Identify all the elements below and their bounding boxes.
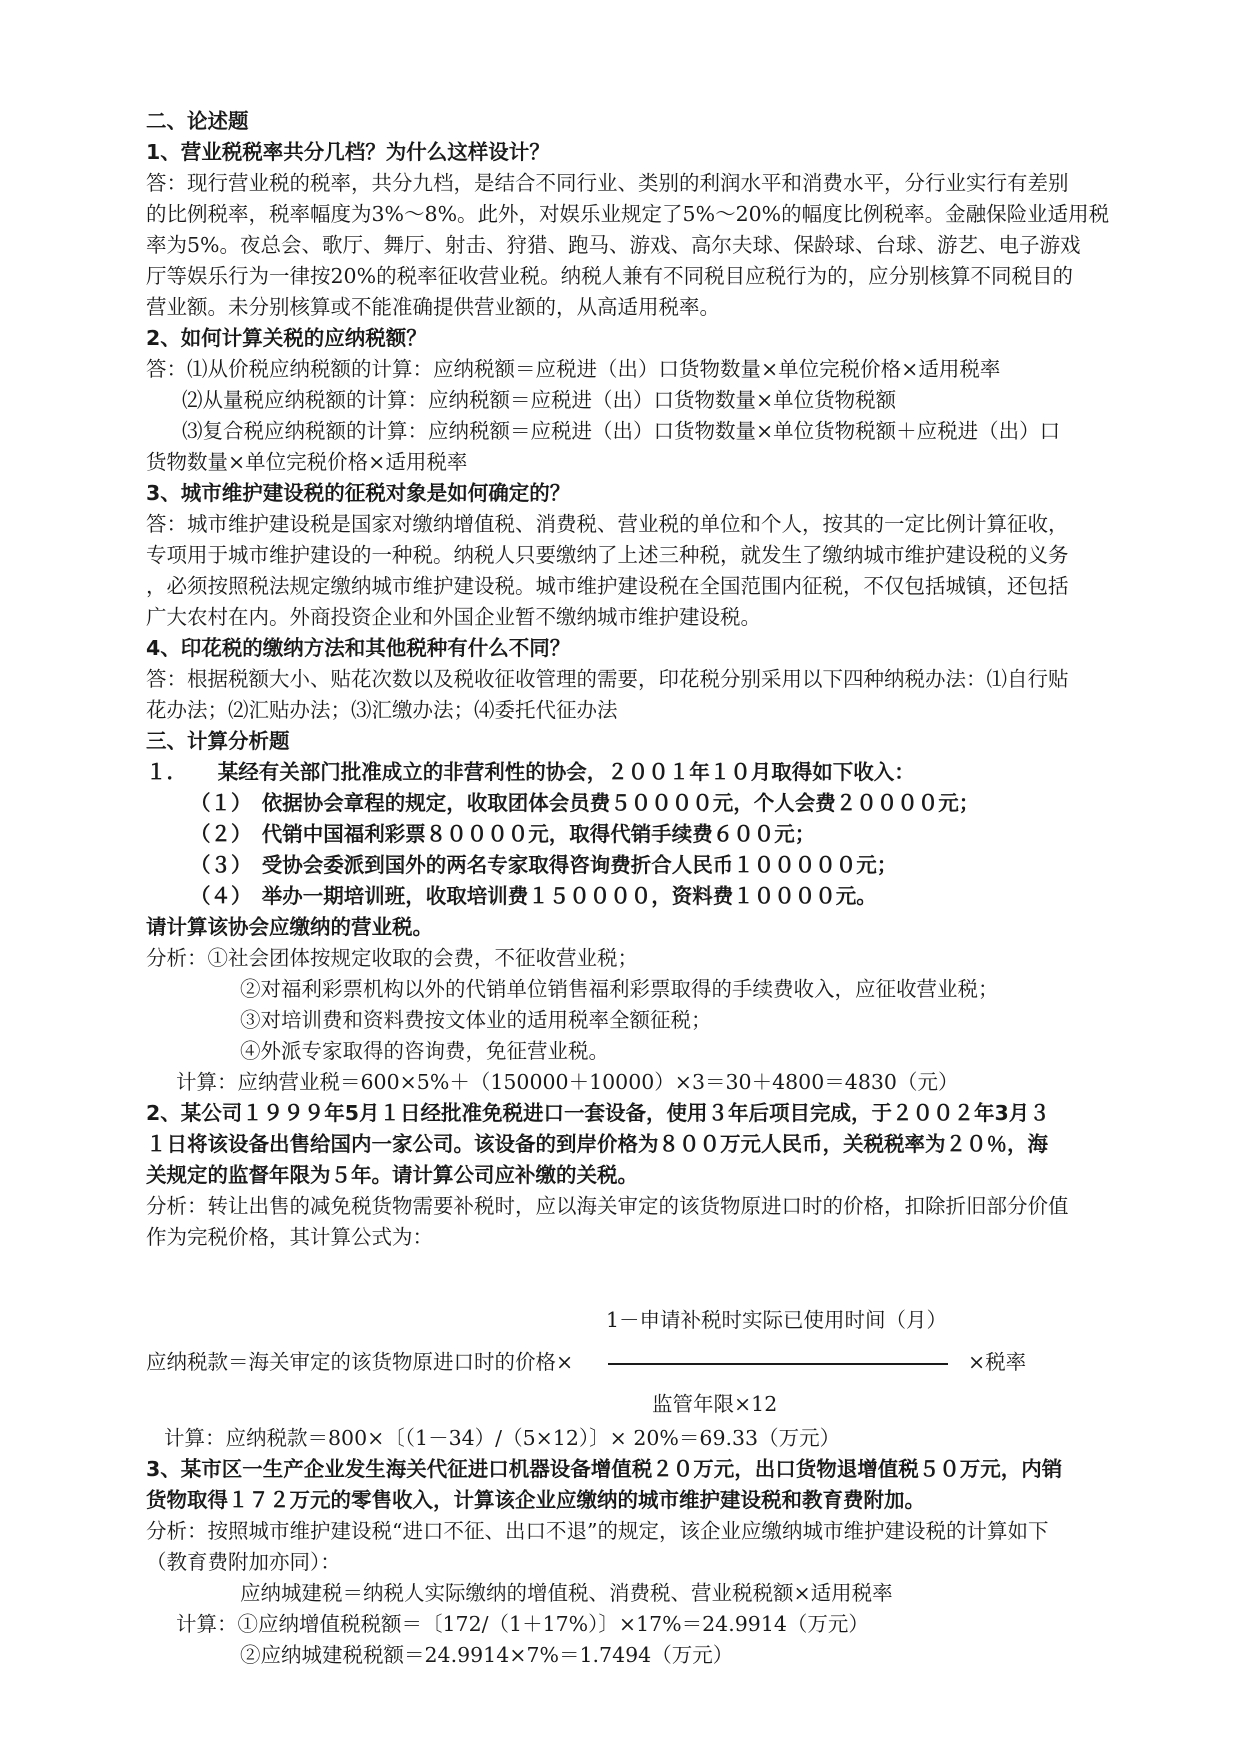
formula-numerator: 1－申请补税时实际已使用时间（月） [606, 1308, 948, 1332]
question-2-answer-line: ⑶复合税应纳税额的计算：应纳税额＝应税进（出）口货物数量×单位货物税额＋应税进（出）口 [182, 419, 1061, 443]
question-2-answer-line: ⑵从量税应纳税额的计算：应纳税额＝应税进（出）口货物数量×单位货物税额 [182, 388, 897, 412]
problem-2-title-line: １日将该设备出售给国内一家公司。该设备的到岸价格为８００万元人民币，关税税率为２０％，海 [146, 1132, 1048, 1156]
question-1-title: 1、营业税税率共分几档？为什么这样设计？ [146, 140, 550, 164]
question-1-answer-line: 营业额。未分别核算或不能准确提供营业额的，从高适用税率。 [146, 295, 720, 319]
question-4-answer-line: 答：根据税额大小、贴花次数以及税收征收管理的需要，印花税分别采用以下四种纳税办法：⑴自行贴 [146, 667, 1069, 691]
question-1-answer-line: 的比例税率，税率幅度为3%～8%。此外，对娱乐业规定了5%～20%的幅度比例税率。金融保险业适用税 [146, 202, 1110, 226]
question-1-answer-line: 答：现行营业税的税率，共分九档，是结合不同行业、类别的利润水平和消费水平，分行业实行有差别 [146, 171, 1069, 195]
problem-1-analysis-line: ③对培训费和资料费按文体业的适用税率全额征税； [240, 1008, 712, 1032]
problem-2-title-line: 2、某公司１９９９年5月１日经批准免税进口一套设备，使用３年后项目完成，于２００２年3月３ [146, 1101, 1050, 1125]
question-2-title: 2、如何计算关税的应纳税额？ [146, 326, 427, 350]
formula-denominator: 监管年限×12 [652, 1392, 778, 1416]
problem-2-analysis-line: 分析：转让出售的减免税货物需要补税时，应以海关审定的该货物原进口时的价格，扣除折旧部分价值 [146, 1194, 1069, 1218]
problem-2-title-line: 关规定的监督年限为５年。请计算公司应补缴的关税。 [146, 1163, 638, 1187]
problem-1-title: １． 某经有关部门批准成立的非营利性的协会，２００１年１０月取得如下收入： [146, 760, 915, 784]
question-1-answer-line: 率为5%。夜总会、歌厅、舞厅、射击、狩猎、跑马、游戏、高尔夫球、保龄球、台球、游艺、电子游戏 [146, 233, 1081, 257]
formula-fraction-bar [608, 1363, 948, 1365]
problem-1-item: （２） 代销中国福利彩票８００００元，取得代销手续费６００元； [190, 822, 816, 846]
question-3-answer-line: ，必须按照税法规定缴纳城市维护建设税。城市维护建设税在全国范围内征税，不仅包括城镇，还包括 [146, 574, 1069, 598]
problem-3-analysis-line: 分析：按照城市维护建设税“进口不征、出口不退”的规定，该企业应缴纳城市维护建设税的计算如下 [146, 1519, 1049, 1543]
question-3-title: 3、城市维护建设税的征税对象是如何确定的？ [146, 481, 571, 505]
question-3-answer-line: 广大农村在内。外商投资企业和外国企业暂不缴纳城市维护建设税。 [146, 605, 761, 629]
section-heading-calculation: 三、计算分析题 [146, 729, 290, 753]
question-2-answer-line: 货物数量×单位完税价格×适用税率 [146, 450, 468, 474]
problem-1-calculation: 计算：应纳营业税＝600×5%＋（150000＋10000）×3＝30＋4800＝4830（元） [176, 1070, 959, 1094]
problem-2-calculation: 计算：应纳税款＝800×〔（1－34）/（5×12）〕× 20%＝69.33（万元） [164, 1426, 841, 1450]
question-3-answer-line: 专项用于城市维护建设的一种税。纳税人只要缴纳了上述三种税，就发生了缴纳城市维护建设税的义务 [146, 543, 1069, 567]
problem-1-analysis-line: 分析：①社会团体按规定收取的会费，不征收营业税； [146, 946, 638, 970]
problem-1-ask: 请计算该协会应缴纳的营业税。 [146, 915, 433, 939]
problem-3-calculation-line: ②应纳城建税税额＝24.9914×7%＝1.7494（万元） [240, 1643, 734, 1667]
question-1-answer-line: 厅等娱乐行为一律按20%的税率征收营业税。纳税人兼有不同税目应税行为的，应分别核算不同税目的 [146, 264, 1074, 288]
problem-1-analysis-line: ④外派专家取得的咨询费，免征营业税。 [240, 1039, 609, 1063]
formula-right: ×税率 [968, 1350, 1027, 1374]
problem-3-analysis-line: （教育费附加亦同）： [146, 1550, 341, 1574]
section-heading-essay: 二、论述题 [146, 109, 249, 133]
question-2-answer-line: 答：⑴从价税应纳税额的计算：应纳税额＝应税进（出）口货物数量×单位完税价格×适用税率 [146, 357, 1001, 381]
problem-1-analysis-line: ②对福利彩票机构以外的代销单位销售福利彩票取得的手续费收入，应征收营业税； [240, 977, 999, 1001]
problem-3-analysis-line: 应纳城建税＝纳税人实际缴纳的增值税、消费税、营业税税额×适用税率 [240, 1581, 893, 1605]
question-3-answer-line: 答：城市维护建设税是国家对缴纳增值税、消费税、营业税的单位和个人，按其的一定比例计算征收， [146, 512, 1069, 536]
problem-1-item: （４） 举办一期培训班，收取培训费１５００００，资料费１００００元。 [190, 884, 877, 908]
problem-2-analysis-line: 作为完税价格，其计算公式为： [146, 1225, 433, 1249]
question-4-answer-line: 花办法；⑵汇贴办法；⑶汇缴办法；⑷委托代征办法 [146, 698, 618, 722]
problem-1-item: （３） 受协会委派到国外的两名专家取得咨询费折合人民币１０００００元； [190, 853, 898, 877]
question-4-title: 4、印花税的缴纳方法和其他税种有什么不同？ [146, 636, 571, 660]
formula-left: 应纳税款＝海关审定的该货物原进口时的价格× [146, 1350, 574, 1374]
problem-3-calculation-line: 计算：①应纳增值税税额＝〔172/（1＋17%）〕×17%＝24.9914（万元） [176, 1612, 869, 1636]
problem-1-item: （１） 依据协会章程的规定，收取团体会员费５００００元，个人会费２００００元； [190, 791, 980, 815]
problem-3-title-line: 3、某市区一生产企业发生海关代征进口机器设备增值税２０万元，出口货物退增值税５０万元，内销 [146, 1457, 1063, 1481]
problem-3-title-line: 货物取得１７２万元的零售收入，计算该企业应缴纳的城市维护建设税和教育费附加。 [146, 1488, 925, 1512]
